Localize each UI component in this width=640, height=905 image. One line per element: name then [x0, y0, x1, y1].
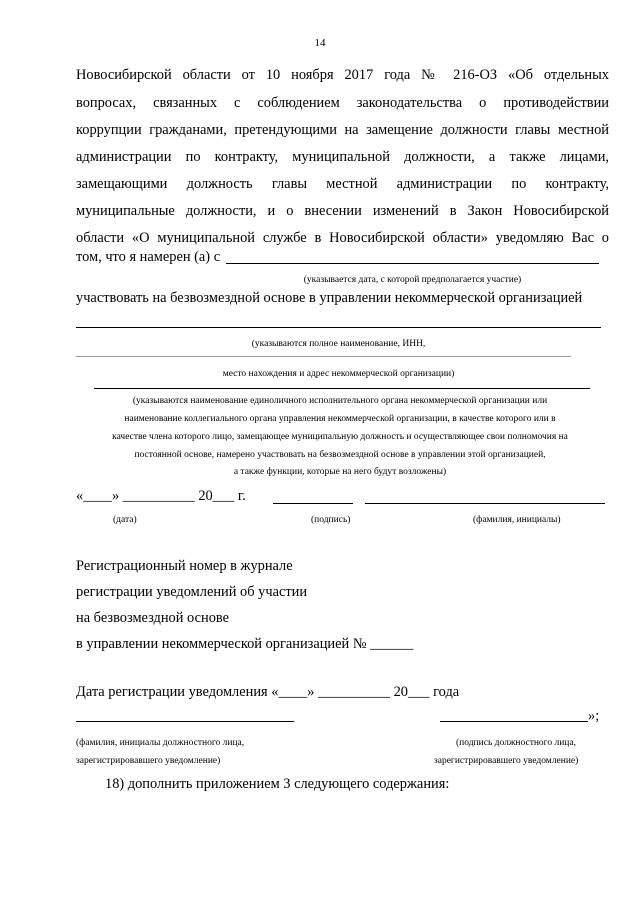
participate-line: участвовать на безвозмездной основе в управлении некоммерческой организацией — [76, 290, 583, 306]
paragraph-line-6: муниципальные должности, и о внесении изменений в Закон Новосибирской — [76, 203, 609, 219]
org-hint-3-line-4: постоянной основе, намерено участвовать на безвозмездной основе в управлении этой организацией, — [134, 450, 546, 460]
official-name-label-1: (фамилия, инициалы должностного лица, — [76, 738, 245, 748]
paragraph-line-5: замещающими должность главы местной администрации по контракту, — [76, 176, 609, 192]
notice-date: «____» __________ 20___ г. — [76, 488, 246, 504]
org-hint-3-line-1: (указываются наименование единоличного исполнительного органа некоммерческой организации или — [132, 396, 548, 406]
name-blank — [365, 503, 605, 504]
registration-line-1: Регистрационный номер в журнале — [76, 558, 293, 574]
org-hint-3-line-2: наименование коллегиального органа управления некоммерческой организации, в качестве которого или в — [124, 414, 556, 424]
page-number: 14 — [314, 37, 326, 49]
registration-line-2: регистрации уведомлений об участии — [76, 584, 308, 600]
signature-blank — [273, 503, 353, 504]
org-hint-3-line-5: а также функции, которые на него будут возложены) — [233, 467, 447, 477]
paragraph-line-1: Новосибирской области от 10 ноября 2017 года № 216-ОЗ «Об отдельных — [76, 67, 609, 83]
registration-line-3: на безвозмездной основе — [76, 610, 229, 626]
paragraph-line-4: администрации по контракту, муниципальной должности, а также лицами, — [76, 149, 609, 165]
registration-line-4: в управлении некоммерческой организацией № ______ — [76, 636, 414, 652]
item-18: 18) дополнить приложением 3 следующего содержания: — [105, 776, 450, 792]
official-name-blank — [76, 721, 294, 722]
official-signature-label-2: зарегистрировавшего уведомление) — [434, 756, 579, 766]
official-signature-blank — [440, 721, 588, 722]
date-label: (дата) — [113, 515, 137, 525]
intent-line: том, что я намерен (а) с — [76, 249, 221, 265]
paragraph-line-2: вопросах, связанных с соблюдением законодательства о противодействии — [76, 95, 609, 111]
org-hint-2: место нахождения и адрес некоммерческой организации) — [222, 369, 455, 379]
official-name-label-2: зарегистрировавшего уведомление) — [76, 756, 221, 766]
paragraph-line-3: коррупции гражданами, претендующими на замещение должности главы местной — [76, 122, 609, 138]
registration-date-line: Дата регистрации уведомления «____» __________ 20___ года — [76, 684, 460, 700]
official-signature-label-1: (подпись должностного лица, — [456, 738, 576, 748]
date-hint: (указывается дата, с которой предполагается участие) — [303, 275, 522, 285]
name-label: (фамилия, инициалы) — [473, 515, 561, 525]
org-hint-1: (указываются полное наименование, ИНН, — [251, 339, 426, 349]
start-date-blank — [226, 263, 599, 264]
official-signature-tail: »; — [588, 708, 600, 724]
org-body-blank — [94, 388, 590, 389]
org-name-blank — [76, 327, 601, 328]
paragraph-line-7: области «О муниципальной службе в Новосибирской области» уведомляю Вас о — [76, 230, 609, 246]
org-address-blank — [76, 356, 571, 357]
signature-label: (подпись) — [311, 515, 351, 525]
org-hint-3-line-3: качестве члена которого лицо, замещающее муниципальную должность и осуществляющее свои полномочия на — [112, 432, 568, 442]
